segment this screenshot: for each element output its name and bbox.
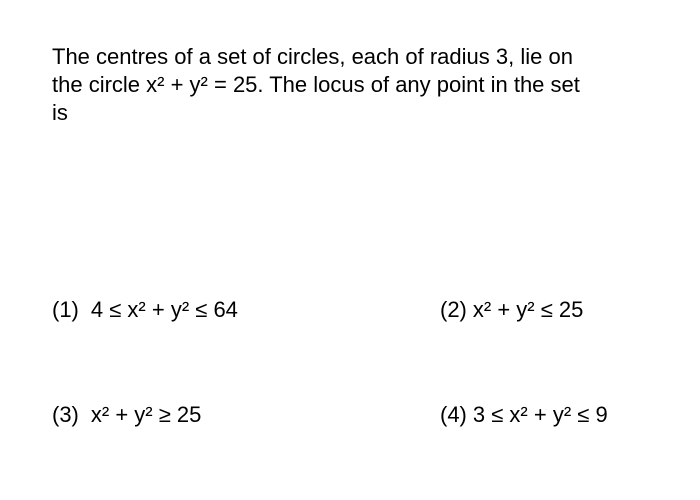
option-2-number: (2) bbox=[440, 297, 467, 322]
option-4-text: 3 ≤ x² + y² ≤ 9 bbox=[472, 402, 608, 427]
question-line-3: is bbox=[52, 100, 68, 125]
option-2[interactable] bbox=[440, 296, 583, 324]
question-line-2: the circle x² + y² = 25. The locus of any point in the set bbox=[52, 72, 580, 97]
option-4-number: (4) bbox=[440, 402, 467, 427]
option-1[interactable] bbox=[52, 296, 238, 324]
option-1-text: 4 ≤ x² + y² ≤ 64 bbox=[90, 297, 238, 322]
option-3-text: x² + y² ≥ 25 bbox=[90, 402, 202, 427]
question-text bbox=[52, 43, 652, 127]
option-4[interactable] bbox=[440, 401, 608, 429]
question-line-1: The centres of a set of circles, each of radius 3, lie on bbox=[52, 44, 573, 69]
option-3[interactable] bbox=[52, 401, 201, 429]
option-1-number: (1) bbox=[52, 297, 79, 322]
option-3-number: (3) bbox=[52, 402, 79, 427]
option-2-text: x² + y² ≤ 25 bbox=[472, 297, 584, 322]
